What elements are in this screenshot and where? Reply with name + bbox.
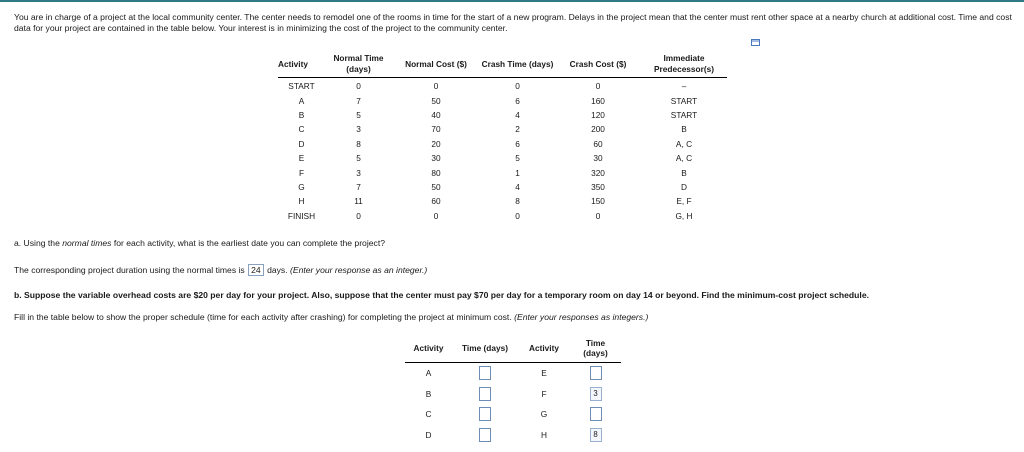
cell-crash-cost: 60 <box>593 138 603 149</box>
cell-crash-cost: 150 <box>591 196 605 207</box>
cell-crash-time: 0 <box>515 210 520 221</box>
cell-normal-cost: 50 <box>431 181 441 192</box>
cell-crash-time: 6 <box>515 138 520 149</box>
schedule-time-input[interactable]: 8 <box>590 428 602 442</box>
schedule-time-cell <box>570 425 621 446</box>
table-row <box>278 180 727 194</box>
cell-crash-time: 5 <box>515 153 520 164</box>
schedule-time-input[interactable] <box>590 366 602 380</box>
table-row <box>278 165 727 179</box>
col-header-predecessors: Immediate Predecessor(s) <box>641 51 727 78</box>
cell-normal-time: 5 <box>356 153 361 164</box>
cell-crash-cost: 0 <box>595 210 601 221</box>
schedule-time-cell <box>570 404 621 425</box>
col-header-crash-cost: Crash Cost ($) <box>555 51 641 78</box>
part-a-instruction: (Enter your response as an integer.) <box>290 265 428 275</box>
part-a-answer-prefix: The corresponding project duration using the normal times is <box>14 265 245 275</box>
col-header-crash-time: Crash Time (days) <box>480 51 555 78</box>
cell-normal-time: 7 <box>356 95 361 106</box>
cell-crash-cost: 160 <box>591 95 605 106</box>
cell-crash-cost: 350 <box>591 181 605 192</box>
cell-normal-time: 11 <box>354 196 363 207</box>
cell-normal-cost: 70 <box>431 124 441 135</box>
schedule-time-cell <box>452 384 518 405</box>
part-b-instruction: (Enter your responses as integers.) <box>514 312 649 322</box>
cell-normal-time: 0 <box>356 81 361 92</box>
cell-crash-cost: 120 <box>591 109 605 120</box>
cell-activity: F <box>298 167 305 178</box>
cell-activity: H <box>298 196 305 207</box>
schedule-time-cell <box>452 425 518 446</box>
cell-crash-time: 6 <box>515 95 520 106</box>
schedule-activity-label: D <box>425 429 432 440</box>
cell-crash-cost: 0 <box>595 81 601 92</box>
schedule-time-input[interactable] <box>479 387 491 401</box>
schedule-header-row <box>405 334 621 363</box>
cell-activity: G <box>298 181 305 192</box>
schedule-time-input[interactable] <box>590 407 602 421</box>
cell-activity: D <box>298 138 305 149</box>
schedule-row <box>405 384 621 405</box>
cell-activity: A <box>298 95 305 106</box>
notepad-icon[interactable] <box>751 39 760 46</box>
schedule-activity-label: B <box>425 388 432 399</box>
part-a-answer-suffix: days. <box>267 265 288 275</box>
cell-crash-time: 8 <box>515 196 520 207</box>
cell-predecessors: E, F <box>676 196 692 207</box>
schedule-row <box>405 363 621 384</box>
cell-crash-time: 1 <box>515 167 520 178</box>
schedule-col-activity-right: Activity <box>518 334 570 363</box>
top-accent-bar <box>0 0 1024 2</box>
schedule-col-activity-left: Activity <box>405 334 452 363</box>
cell-normal-cost: 30 <box>431 153 441 164</box>
cell-predecessors: START <box>670 109 698 120</box>
table-header-row <box>278 51 727 78</box>
cell-normal-cost: 80 <box>431 167 441 178</box>
cell-activity: B <box>298 109 305 120</box>
cell-normal-time: 3 <box>356 167 361 178</box>
cell-normal-cost: 50 <box>431 95 441 106</box>
cell-predecessors: – <box>681 81 687 92</box>
schedule-activity-label: H <box>541 429 547 440</box>
table-row <box>278 122 727 136</box>
cell-predecessors: D <box>681 181 687 192</box>
cell-normal-cost: 40 <box>431 109 441 120</box>
schedule-row <box>405 404 621 425</box>
schedule-time-input[interactable] <box>479 428 491 442</box>
cell-activity: C <box>298 124 305 135</box>
part-a-question-text: a. Using the normal times for each activity, what is the earliest date you can complete the project? <box>14 238 385 248</box>
cell-predecessors: A, C <box>675 138 693 149</box>
part-b-fill-instruction-line <box>14 312 648 323</box>
cell-normal-cost: 60 <box>431 196 441 207</box>
cell-normal-time: 5 <box>356 109 361 120</box>
table-row <box>278 137 727 151</box>
cell-crash-cost: 30 <box>593 153 603 164</box>
cell-normal-time: 7 <box>356 181 361 192</box>
cell-crash-time: 4 <box>515 109 520 120</box>
schedule-time-input[interactable] <box>479 366 491 380</box>
schedule-table <box>405 334 621 445</box>
schedule-time-cell <box>452 363 518 384</box>
col-header-normal-cost: Normal Cost ($) <box>392 51 480 78</box>
schedule-col-time-left: Time (days) <box>452 334 518 363</box>
schedule-activity-label: F <box>541 388 547 399</box>
cell-predecessors: B <box>681 167 687 178</box>
col-header-normal-time: Normal Time (days) <box>325 51 392 78</box>
project-data-table <box>278 51 727 223</box>
table-row <box>278 151 727 165</box>
cell-normal-cost: 0 <box>433 81 439 92</box>
schedule-time-cell <box>570 384 621 405</box>
schedule-activity-label: A <box>425 368 432 379</box>
table-row <box>278 194 727 208</box>
cell-activity: E <box>298 153 305 164</box>
table-row <box>278 78 727 94</box>
cell-normal-time: 0 <box>356 210 361 221</box>
schedule-activity-label: E <box>541 368 547 379</box>
cell-predecessors: A, C <box>675 153 693 164</box>
schedule-time-input[interactable] <box>479 407 491 421</box>
cell-crash-time: 4 <box>515 181 520 192</box>
schedule-row <box>405 425 621 446</box>
schedule-activity-label: C <box>425 409 432 420</box>
table-row <box>278 108 727 122</box>
schedule-time-input[interactable]: 3 <box>590 387 602 401</box>
problem-intro: You are in charge of a project at the local community center. The center needs to remodel one of the rooms in time for the start of a new program. Delays in the project mean that the center must rent other space at a nearby church at additional cost. Time and cost data for your project are contained in the table below. Your interest is in minimizing the cost of the project to the community center. <box>14 12 1012 33</box>
cell-activity: FINISH <box>287 210 316 221</box>
part-b-question: b. Suppose the variable overhead costs are $20 per day for your project. Also, suppose that the center must pay $70 per day for a temporary room on day 14 or beyond. Find the minimum-cost project schedule. <box>14 290 869 300</box>
cell-predecessors: G, H <box>675 210 693 221</box>
part-a-answer-field[interactable]: 24 <box>248 264 264 276</box>
cell-predecessors: B <box>681 124 687 135</box>
schedule-col-time-right: Time (days) <box>570 334 621 363</box>
schedule-time-cell <box>452 404 518 425</box>
cell-normal-cost: 20 <box>431 138 441 149</box>
cell-activity: START <box>288 81 315 92</box>
cell-crash-time: 2 <box>515 124 520 135</box>
cell-normal-time: 3 <box>356 124 361 135</box>
cell-normal-cost: 0 <box>433 210 439 221</box>
schedule-time-cell <box>570 363 621 384</box>
cell-predecessors: START <box>670 95 698 106</box>
cell-crash-cost: 200 <box>591 124 605 135</box>
part-b-fill-prefix: Fill in the table below to show the proper schedule (time for each activity after crashing) for completing the project at minimum cost. <box>14 312 512 322</box>
part-a-answer-line <box>14 264 427 276</box>
table-row <box>278 93 727 107</box>
part-a-question <box>14 238 385 249</box>
table-row <box>278 209 727 223</box>
cell-crash-cost: 320 <box>591 167 605 178</box>
cell-normal-time: 8 <box>356 138 361 149</box>
schedule-activity-label: G <box>540 409 548 420</box>
col-header-activity: Activity <box>278 51 325 78</box>
cell-crash-time: 0 <box>515 81 520 92</box>
